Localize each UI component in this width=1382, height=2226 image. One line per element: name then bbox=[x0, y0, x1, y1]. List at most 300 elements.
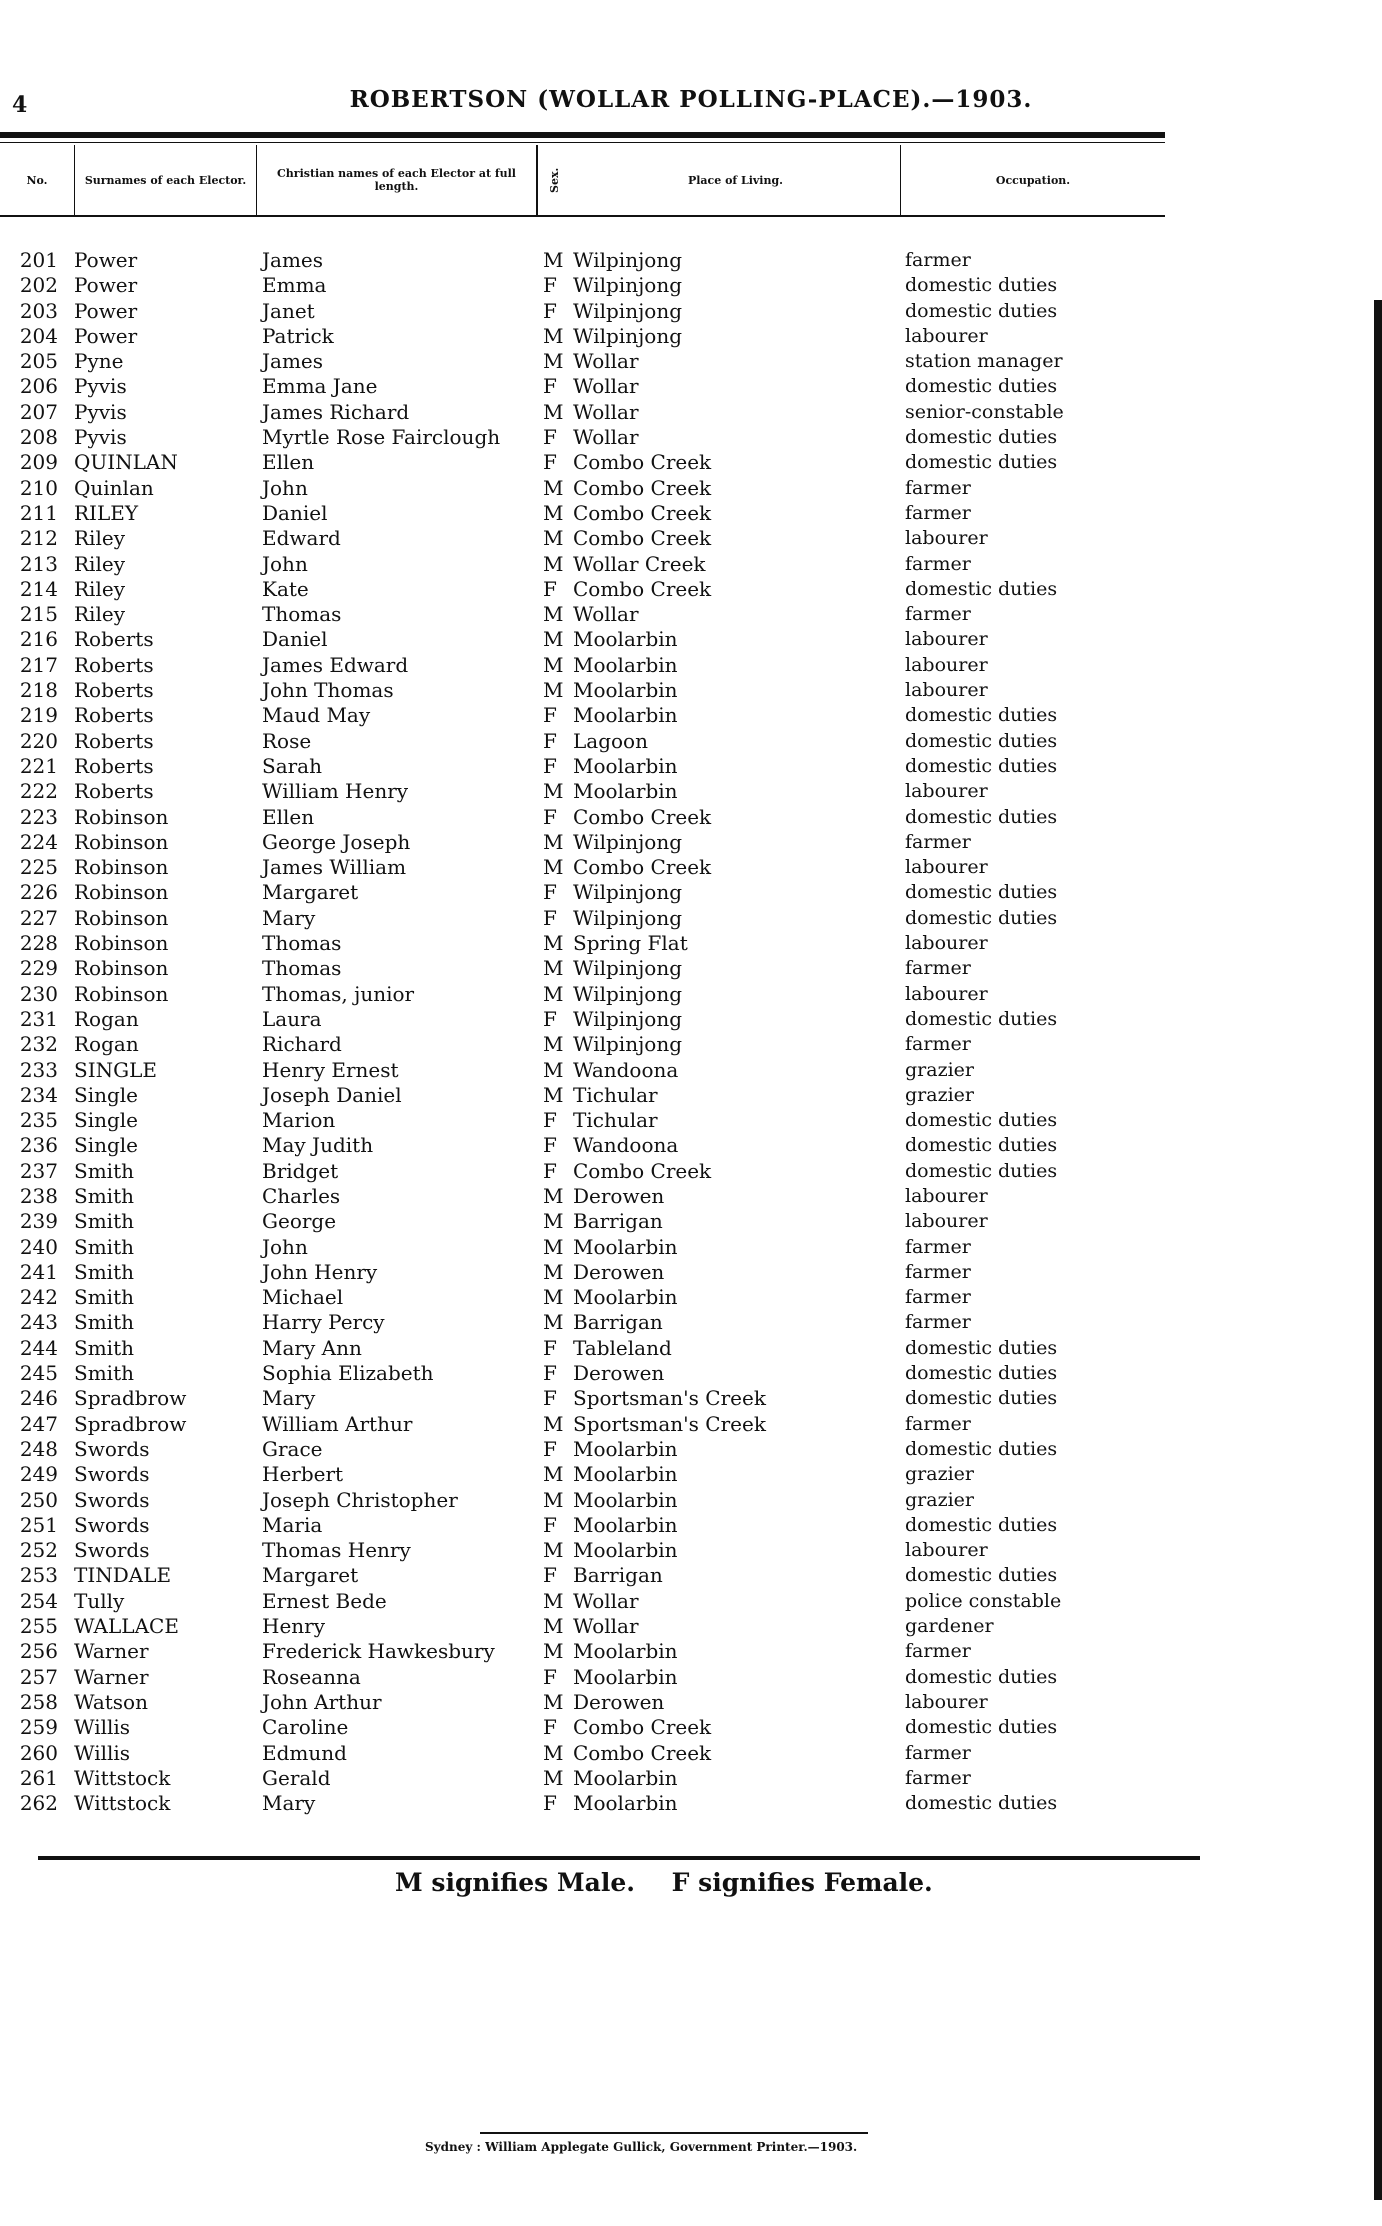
row-sex: F bbox=[543, 1436, 557, 1461]
row-number: 249 bbox=[19, 1462, 58, 1487]
row-number: 243 bbox=[19, 1310, 58, 1335]
row-number: 239 bbox=[19, 1209, 58, 1234]
row-occupation: labourer bbox=[905, 653, 988, 676]
row-christian-names: Thomas bbox=[262, 931, 342, 956]
row-sex: F bbox=[543, 425, 557, 450]
table-row bbox=[0, 703, 1165, 728]
row-surname: Smith bbox=[74, 1234, 134, 1259]
table-row bbox=[0, 400, 1165, 425]
table-row bbox=[0, 1614, 1165, 1639]
row-christian-names: Harry Percy bbox=[262, 1310, 385, 1335]
row-place: Moolarbin bbox=[573, 1765, 678, 1790]
column-header-sex: Sex. bbox=[537, 145, 571, 215]
row-surname: Power bbox=[74, 248, 138, 272]
row-sex: F bbox=[543, 728, 557, 753]
row-occupation: farmer bbox=[905, 1741, 971, 1764]
row-surname: Willis bbox=[74, 1740, 131, 1765]
row-number: 262 bbox=[19, 1791, 58, 1816]
table-row bbox=[0, 324, 1165, 349]
row-sex: M bbox=[543, 931, 564, 956]
row-place: Moolarbin bbox=[573, 1512, 678, 1537]
row-occupation: farmer bbox=[905, 1412, 971, 1435]
row-place: Derowen bbox=[573, 1183, 665, 1208]
row-sex: M bbox=[543, 1032, 564, 1057]
table-row bbox=[0, 1209, 1165, 1234]
row-number: 238 bbox=[19, 1183, 58, 1208]
row-occupation: labourer bbox=[905, 856, 988, 879]
row-christian-names: Marion bbox=[262, 1108, 336, 1133]
row-number: 222 bbox=[19, 779, 58, 804]
row-sex: M bbox=[543, 956, 564, 981]
table-row bbox=[0, 1538, 1165, 1563]
row-place: Sportsman's Creek bbox=[573, 1386, 766, 1411]
row-sex: F bbox=[543, 753, 557, 778]
row-surname: Quinlan bbox=[74, 475, 154, 500]
row-occupation: domestic duties bbox=[905, 1665, 1058, 1688]
row-surname: Robinson bbox=[74, 855, 169, 880]
row-occupation: farmer bbox=[905, 1260, 971, 1283]
row-surname: Warner bbox=[74, 1639, 149, 1664]
row-number: 220 bbox=[19, 728, 58, 753]
row-place: Tableland bbox=[573, 1335, 672, 1360]
row-place: Combo Creek bbox=[573, 475, 712, 500]
row-sex: M bbox=[543, 1057, 564, 1082]
row-place: Moolarbin bbox=[573, 678, 678, 703]
row-place: Moolarbin bbox=[573, 1664, 678, 1689]
row-sex: M bbox=[543, 829, 564, 854]
row-sex: M bbox=[543, 1765, 564, 1790]
table-row bbox=[0, 1690, 1165, 1715]
table-row bbox=[0, 1665, 1165, 1690]
row-occupation: domestic duties bbox=[905, 1109, 1058, 1132]
table-row bbox=[0, 1412, 1165, 1437]
row-number: 255 bbox=[19, 1614, 58, 1639]
row-surname: Swords bbox=[74, 1538, 150, 1563]
row-sex: F bbox=[543, 1715, 557, 1740]
table-row bbox=[0, 678, 1165, 703]
row-sex: F bbox=[543, 1512, 557, 1537]
row-number: 240 bbox=[19, 1234, 58, 1259]
row-christian-names: George bbox=[262, 1209, 337, 1234]
bottom-rule bbox=[38, 1856, 1200, 1860]
row-number: 251 bbox=[19, 1512, 58, 1537]
column-header-surname: Surnames of each Elector. bbox=[75, 145, 257, 215]
row-sex: M bbox=[543, 779, 564, 804]
table-row bbox=[0, 1361, 1165, 1386]
table-row bbox=[0, 855, 1165, 880]
row-number: 208 bbox=[19, 425, 58, 450]
row-place: Moolarbin bbox=[573, 1639, 678, 1664]
row-surname: Robinson bbox=[74, 804, 169, 829]
table-row bbox=[0, 779, 1165, 804]
table-row bbox=[0, 956, 1165, 981]
row-occupation: labourer bbox=[905, 628, 988, 651]
row-occupation: domestic duties bbox=[905, 1134, 1058, 1157]
row-surname: TINDALE bbox=[74, 1563, 172, 1588]
row-number: 253 bbox=[19, 1563, 58, 1588]
row-occupation: labourer bbox=[905, 780, 988, 803]
row-place: Barrigan bbox=[573, 1209, 663, 1234]
row-occupation: farmer bbox=[905, 957, 971, 980]
row-surname: Roberts bbox=[74, 728, 154, 753]
row-surname: Riley bbox=[74, 526, 125, 551]
row-occupation: grazier bbox=[905, 1463, 974, 1486]
row-surname: Smith bbox=[74, 1335, 134, 1360]
table-row bbox=[0, 1639, 1165, 1664]
table-row bbox=[0, 1159, 1165, 1184]
row-christian-names: Herbert bbox=[262, 1462, 344, 1487]
row-place: Wollar bbox=[573, 1614, 639, 1639]
row-sex: M bbox=[543, 652, 564, 677]
row-sex: M bbox=[543, 1487, 564, 1512]
row-surname: Tully bbox=[74, 1588, 125, 1613]
row-place: Wilpinjong bbox=[573, 298, 683, 323]
row-number: 229 bbox=[19, 956, 58, 981]
row-christian-names: Maria bbox=[262, 1512, 323, 1537]
row-surname: Roberts bbox=[74, 753, 154, 778]
table-row bbox=[0, 805, 1165, 830]
table-row bbox=[0, 729, 1165, 754]
row-place: Moolarbin bbox=[573, 1538, 678, 1563]
row-number: 247 bbox=[19, 1411, 58, 1436]
row-place: Wollar bbox=[573, 425, 639, 450]
row-sex: M bbox=[543, 1234, 564, 1259]
table-row bbox=[0, 1058, 1165, 1083]
table-row bbox=[0, 374, 1165, 399]
page-title: ROBERTSON (WOLLAR POLLING-PLACE).—1903. bbox=[349, 86, 1033, 113]
row-christian-names: Frederick Hawkesbury bbox=[262, 1639, 495, 1664]
row-place: Wilpinjong bbox=[573, 1006, 683, 1031]
row-christian-names: Ellen bbox=[262, 450, 315, 475]
row-occupation: domestic duties bbox=[905, 426, 1058, 449]
row-place: Wollar bbox=[573, 399, 639, 424]
row-sex: M bbox=[543, 1588, 564, 1613]
row-christian-names: John Thomas bbox=[262, 678, 394, 703]
column-header-place: Place of Living. bbox=[571, 145, 901, 215]
row-number: 225 bbox=[19, 855, 58, 880]
row-christian-names: Daniel bbox=[262, 500, 328, 525]
row-christian-names: Michael bbox=[262, 1285, 344, 1310]
row-place: Barrigan bbox=[573, 1310, 663, 1335]
row-place: Moolarbin bbox=[573, 1234, 678, 1259]
row-sex: F bbox=[543, 1386, 557, 1411]
row-christian-names: Sarah bbox=[262, 753, 322, 778]
table-row bbox=[0, 1462, 1165, 1487]
row-surname: Pyvis bbox=[74, 425, 127, 450]
table-row bbox=[0, 248, 1165, 273]
row-christian-names: Myrtle Rose Fairclough bbox=[262, 425, 501, 450]
row-sex: M bbox=[543, 1689, 564, 1714]
row-christian-names: John bbox=[262, 1234, 308, 1259]
table-row bbox=[0, 1766, 1165, 1791]
row-sex: M bbox=[543, 1310, 564, 1335]
table-row bbox=[0, 1285, 1165, 1310]
row-sex: F bbox=[543, 450, 557, 475]
row-number: 233 bbox=[19, 1057, 58, 1082]
row-surname: Single bbox=[74, 1082, 139, 1107]
row-sex: M bbox=[543, 526, 564, 551]
row-christian-names: Caroline bbox=[262, 1715, 349, 1740]
table-row bbox=[0, 653, 1165, 678]
row-occupation: labourer bbox=[905, 527, 988, 550]
table-row bbox=[0, 1437, 1165, 1462]
row-surname: Swords bbox=[74, 1487, 150, 1512]
row-number: 212 bbox=[19, 526, 58, 551]
row-sex: F bbox=[543, 1791, 557, 1816]
row-place: Wilpinjong bbox=[573, 248, 683, 272]
row-christian-names: James bbox=[262, 248, 324, 272]
row-sex: F bbox=[543, 1133, 557, 1158]
row-number: 214 bbox=[19, 576, 58, 601]
row-sex: F bbox=[543, 1563, 557, 1588]
table-row bbox=[0, 526, 1165, 551]
row-occupation: farmer bbox=[905, 552, 971, 575]
row-christian-names: Mary bbox=[262, 1791, 316, 1816]
row-occupation: labourer bbox=[905, 1690, 988, 1713]
row-sex: F bbox=[543, 1006, 557, 1031]
row-occupation: farmer bbox=[905, 476, 971, 499]
row-occupation: farmer bbox=[905, 830, 971, 853]
table-row bbox=[0, 1032, 1165, 1057]
row-sex: M bbox=[543, 1183, 564, 1208]
row-occupation: farmer bbox=[905, 603, 971, 626]
row-surname: Robinson bbox=[74, 956, 169, 981]
row-surname: Roberts bbox=[74, 652, 154, 677]
table-row bbox=[0, 1488, 1165, 1513]
table-row bbox=[0, 577, 1165, 602]
row-place: Wandoona bbox=[573, 1057, 679, 1082]
row-surname: Single bbox=[74, 1108, 139, 1133]
row-number: 224 bbox=[19, 829, 58, 854]
row-christian-names: Henry bbox=[262, 1614, 326, 1639]
row-sex: M bbox=[543, 349, 564, 374]
row-occupation: farmer bbox=[905, 1640, 971, 1663]
row-surname: Power bbox=[74, 298, 138, 323]
row-occupation: domestic duties bbox=[905, 1716, 1058, 1739]
row-occupation: farmer bbox=[905, 1286, 971, 1309]
printer-imprint: Sydney : William Applegate Gullick, Government Printer.—1903. bbox=[425, 2140, 858, 2154]
row-number: 259 bbox=[19, 1715, 58, 1740]
row-number: 244 bbox=[19, 1335, 58, 1360]
row-place: Wilpinjong bbox=[573, 1032, 683, 1057]
sex-legend bbox=[395, 1868, 961, 1897]
row-number: 260 bbox=[19, 1740, 58, 1765]
row-christian-names: Charles bbox=[262, 1183, 341, 1208]
row-sex: M bbox=[543, 981, 564, 1006]
row-number: 245 bbox=[19, 1361, 58, 1386]
row-christian-names: John Arthur bbox=[262, 1689, 382, 1714]
row-place: Wandoona bbox=[573, 1133, 679, 1158]
row-place: Combo Creek bbox=[573, 450, 712, 475]
row-occupation: domestic duties bbox=[905, 451, 1058, 474]
row-surname: WALLACE bbox=[74, 1614, 179, 1639]
row-number: 203 bbox=[19, 298, 58, 323]
row-surname: QUINLAN bbox=[74, 450, 178, 475]
row-surname: Roberts bbox=[74, 779, 154, 804]
row-occupation: domestic duties bbox=[905, 906, 1058, 929]
row-christian-names: Rose bbox=[262, 728, 312, 753]
row-surname: Roberts bbox=[74, 678, 154, 703]
row-place: Wilpinjong bbox=[573, 273, 683, 298]
row-place: Barrigan bbox=[573, 1563, 663, 1588]
row-surname: Robinson bbox=[74, 981, 169, 1006]
row-number: 241 bbox=[19, 1259, 58, 1284]
row-number: 261 bbox=[19, 1765, 58, 1790]
row-occupation: domestic duties bbox=[905, 1513, 1058, 1536]
table-row bbox=[0, 1589, 1165, 1614]
row-number: 217 bbox=[19, 652, 58, 677]
row-occupation: domestic duties bbox=[905, 1362, 1058, 1385]
row-number: 201 bbox=[19, 248, 58, 272]
row-surname: Wittstock bbox=[74, 1765, 171, 1790]
row-christian-names: Henry Ernest bbox=[262, 1057, 399, 1082]
row-place: Combo Creek bbox=[573, 576, 712, 601]
row-occupation: domestic duties bbox=[905, 729, 1058, 752]
row-christian-names: Emma bbox=[262, 273, 327, 298]
page-number: 4 bbox=[12, 92, 28, 118]
row-number: 234 bbox=[19, 1082, 58, 1107]
row-christian-names: Margaret bbox=[262, 1563, 359, 1588]
row-christian-names: John bbox=[262, 551, 308, 576]
row-occupation: farmer bbox=[905, 1311, 971, 1334]
row-occupation: farmer bbox=[905, 1235, 971, 1258]
row-place: Combo Creek bbox=[573, 855, 712, 880]
row-number: 211 bbox=[19, 500, 58, 525]
row-surname: Smith bbox=[74, 1361, 134, 1386]
row-sex: F bbox=[543, 374, 557, 399]
row-christian-names: Edmund bbox=[262, 1740, 347, 1765]
table-row bbox=[0, 1741, 1165, 1766]
row-number: 252 bbox=[19, 1538, 58, 1563]
row-occupation: farmer bbox=[905, 1766, 971, 1789]
row-occupation: grazier bbox=[905, 1058, 974, 1081]
row-number: 210 bbox=[19, 475, 58, 500]
row-sex: M bbox=[543, 500, 564, 525]
row-surname: Robinson bbox=[74, 931, 169, 956]
row-occupation: domestic duties bbox=[905, 299, 1058, 322]
row-christian-names: Laura bbox=[262, 1006, 322, 1031]
row-sex: M bbox=[543, 1462, 564, 1487]
row-christian-names: William Henry bbox=[262, 779, 409, 804]
top-rule bbox=[0, 132, 1165, 138]
row-surname: Riley bbox=[74, 576, 125, 601]
row-christian-names: Thomas, junior bbox=[262, 981, 415, 1006]
row-number: 235 bbox=[19, 1108, 58, 1133]
row-sex: M bbox=[543, 551, 564, 576]
row-christian-names: Grace bbox=[262, 1436, 323, 1461]
table-row bbox=[0, 1386, 1165, 1411]
row-occupation: domestic duties bbox=[905, 577, 1058, 600]
row-christian-names: Janet bbox=[262, 298, 315, 323]
column-header-no: No. bbox=[0, 145, 75, 215]
row-occupation: labourer bbox=[905, 1184, 988, 1207]
row-place: Moolarbin bbox=[573, 1436, 678, 1461]
row-number: 205 bbox=[19, 349, 58, 374]
row-surname: Riley bbox=[74, 602, 125, 627]
row-place: Moolarbin bbox=[573, 1462, 678, 1487]
row-surname: Pyvis bbox=[74, 399, 127, 424]
row-number: 207 bbox=[19, 399, 58, 424]
row-sex: M bbox=[543, 323, 564, 348]
row-number: 221 bbox=[19, 753, 58, 778]
row-occupation: labourer bbox=[905, 982, 988, 1005]
row-occupation: domestic duties bbox=[905, 274, 1058, 297]
row-surname: Spradbrow bbox=[74, 1411, 187, 1436]
row-occupation: farmer bbox=[905, 1033, 971, 1056]
row-surname: Smith bbox=[74, 1183, 134, 1208]
row-surname: Spradbrow bbox=[74, 1386, 187, 1411]
row-surname: Smith bbox=[74, 1209, 134, 1234]
row-occupation: domestic duties bbox=[905, 375, 1058, 398]
row-christian-names: James Edward bbox=[262, 652, 409, 677]
row-place: Moolarbin bbox=[573, 753, 678, 778]
row-number: 250 bbox=[19, 1487, 58, 1512]
row-place: Wilpinjong bbox=[573, 323, 683, 348]
row-surname: Pyvis bbox=[74, 374, 127, 399]
table-row bbox=[0, 501, 1165, 526]
row-christian-names: Mary Ann bbox=[262, 1335, 362, 1360]
row-place: Derowen bbox=[573, 1259, 665, 1284]
legend-female: F signifies Female. bbox=[671, 1868, 933, 1897]
row-sex: M bbox=[543, 1614, 564, 1639]
row-place: Tichular bbox=[573, 1082, 658, 1107]
row-christian-names: James William bbox=[262, 855, 407, 880]
row-sex: M bbox=[543, 1740, 564, 1765]
row-christian-names: Richard bbox=[262, 1032, 342, 1057]
row-number: 204 bbox=[19, 323, 58, 348]
row-number: 218 bbox=[19, 678, 58, 703]
row-christian-names: Thomas bbox=[262, 602, 342, 627]
row-place: Derowen bbox=[573, 1361, 665, 1386]
row-place: Moolarbin bbox=[573, 627, 678, 652]
row-christian-names: May Judith bbox=[262, 1133, 374, 1158]
legend-male: M signifies Male. bbox=[395, 1868, 635, 1897]
row-sex: M bbox=[543, 602, 564, 627]
row-sex: F bbox=[543, 273, 557, 298]
row-place: Wollar bbox=[573, 1588, 639, 1613]
row-surname: Power bbox=[74, 273, 138, 298]
row-sex: F bbox=[543, 880, 557, 905]
row-christian-names: Edward bbox=[262, 526, 341, 551]
row-place: Moolarbin bbox=[573, 652, 678, 677]
row-christian-names: William Arthur bbox=[262, 1411, 413, 1436]
table-row bbox=[0, 1007, 1165, 1032]
row-surname: Willis bbox=[74, 1715, 131, 1740]
row-christian-names: Thomas bbox=[262, 956, 342, 981]
row-sex: M bbox=[543, 475, 564, 500]
row-number: 206 bbox=[19, 374, 58, 399]
row-sex: M bbox=[543, 1538, 564, 1563]
row-occupation: domestic duties bbox=[905, 1564, 1058, 1587]
row-surname: Robinson bbox=[74, 905, 169, 930]
row-sex: F bbox=[543, 298, 557, 323]
table-row bbox=[0, 1791, 1165, 1816]
row-surname: SINGLE bbox=[74, 1057, 157, 1082]
row-surname: Warner bbox=[74, 1664, 149, 1689]
row-christian-names: George Joseph bbox=[262, 829, 411, 854]
row-number: 232 bbox=[19, 1032, 58, 1057]
row-sex: F bbox=[543, 804, 557, 829]
table-row bbox=[0, 1310, 1165, 1335]
row-occupation: domestic duties bbox=[905, 1437, 1058, 1460]
row-sex: F bbox=[543, 576, 557, 601]
table-row bbox=[0, 931, 1165, 956]
row-occupation: labourer bbox=[905, 1210, 988, 1233]
row-occupation: domestic duties bbox=[905, 1387, 1058, 1410]
row-place: Wollar bbox=[573, 374, 639, 399]
row-surname: Wittstock bbox=[74, 1791, 171, 1816]
row-occupation: station manager bbox=[905, 350, 1063, 373]
